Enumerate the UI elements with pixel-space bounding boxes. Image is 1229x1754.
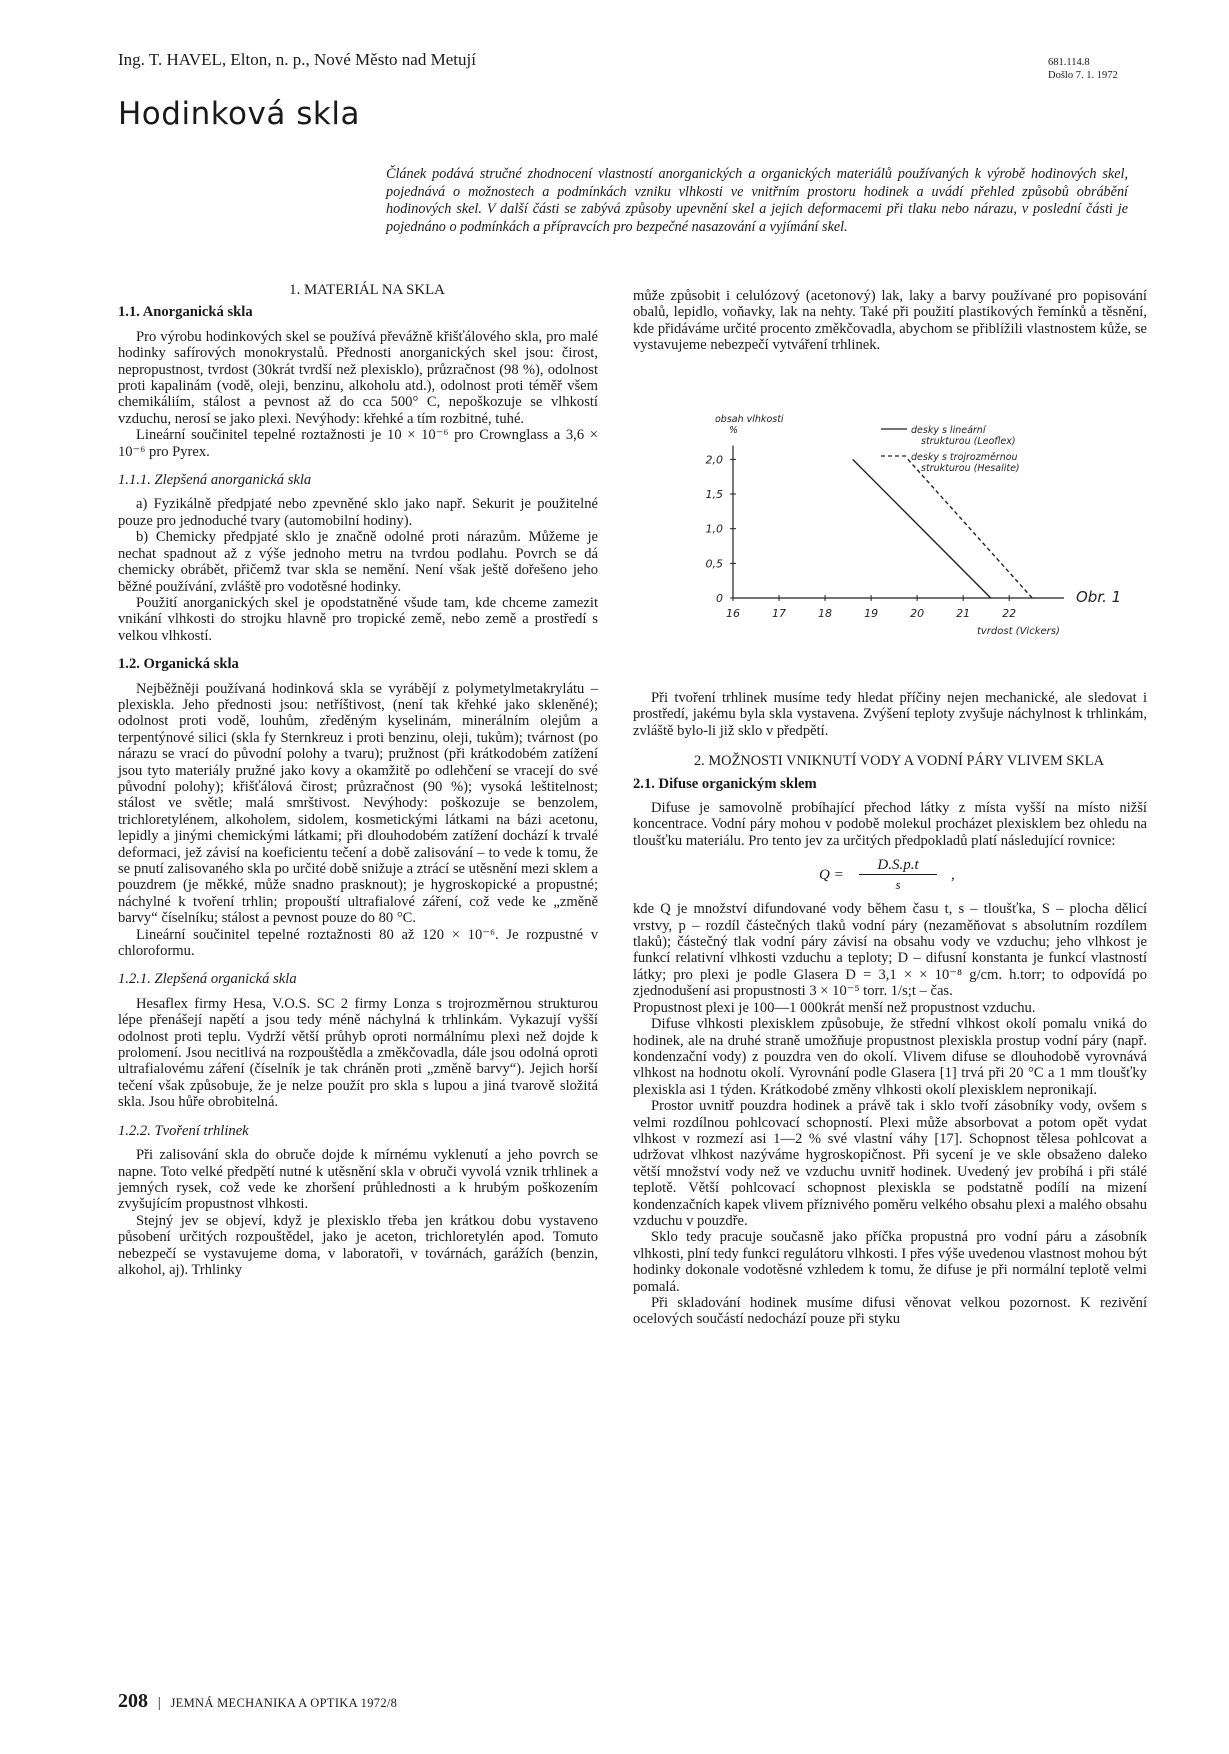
y-tick-label: 0,5 bbox=[705, 557, 723, 571]
y-tick-label: 0 bbox=[716, 592, 723, 605]
paragraph: Prostor uvnitř pouzdra hodinek a právě tak i sklo tvoří zásobníky vody, ovšem s velmi rozdílnou pohlcovací schopností. Plexi může absorbovat a potom opět vydat vlhkost v rozmezí asi 1—2 % své vlastní váhy [17]. Schopnost tělesa pohlcovat a udržovat vlhkost nazýváme hygroskopičnost. Při sycení je ve skle obsaženo daleko větší množství vody než ve vzduchu uvnitř hodinek. Uvedený jev probíhá i při stálé teplotě. Větší pohlcovací schopnost plexiskla se podstatně podílí na mizení kondenzačních kapek vlivem příznivého poměru velkého obsahu plexi a malého obsahu vzduchu v pouzdře. bbox=[633, 1098, 1147, 1229]
page-footer bbox=[118, 1690, 397, 1713]
equation-lhs: Q = bbox=[819, 867, 844, 884]
paragraph: Nejběžněji používaná hodinková skla se vyrábějí z polymetylmetakrylátu – plexiskla. Jeho přednosti jsou: netříštivost, (není tak křehké jako skleněné); odolnost proti vodě, louhům, zředěným kyselinám, minerálním olejům a terpentýnové silici (skla fy Sternkreuz i proti benzinu, oleji, tukům); tvárnost (po nárazu se vrací do původní polohy a tvaru); pružnost (při krátkodobém zatížení jsou tyto materiály pružné jako kovy a okamžitě po odlehčení se vracejí do své původní polohy); křišťálová čirost; průzračnost (90 %); vysoká leštitelnost; stálost ve světle; malá smrštivost. Nevýhody: poškozuje se benzolem, trichloretylénem, alkoholem, sidolem, kosmetickými látkami na bázi acetonu, lepidly a jinými chemickými látkami; při dlouhodobém zatížení dochází k trvalé deformaci, jež závisí na koeficientu tečení a době zalisování – to vede k tomu, že se pnutí zalisovaného skla po určité době snižuje a ztrácí se utěsnění mezi sklem a pouzdrem (je měkké, může snadno prasknout); je hygroskopické a propustné; náchylné k tvoření trhlin; propouští ultrafialové záření, což vede ke „změně barvy“ číselníku; stálost a pevnost pouze do 80 °C. bbox=[118, 680, 598, 927]
paragraph: může způsobit i celulózový (acetonový) lak, laky a barvy používané pro popisování obalů, lepidlo, voňavky, lak na nehty. Také při použití plastikových řemínků a těsnění, kde přidáváme určité procento změkčovadla, abychom se přiblížili vlastnostem kůže, se vystavujeme nebezpečí vytváření trhlinek. bbox=[633, 288, 1147, 354]
paragraph: Sklo tedy pracuje současně jako příčka propustná pro vodní páru a zásobník vlhkosti, plní tedy funkci regulátoru vlhkosti. I přes výše uvedenou vlastnost mohou být hodinky dokonale vodotěsné vzhledem k tomu, že difuse je při normální teplotě velmi pomalá. bbox=[633, 1229, 1147, 1295]
x-tick-label: 21 bbox=[956, 607, 971, 620]
paragraph: Při skladování hodinek musíme difusi věnovat velkou pozornost. K rezivění ocelových součástí nedochází pouze při styku bbox=[633, 1295, 1147, 1328]
legend-label-1b: strukturou (Leoflex) bbox=[921, 436, 1016, 447]
paragraph: Difuse vlhkosti plexisklem způsobuje, že střední vlhkost okolí pomalu vniká do hodinek, ale na druhé straně umožňuje propustnost plexiskla prostup vodní páry (např. kondenzační vody) z pouzdra ven do okolí. Vlivem difuse se dlouhodobě vyrovnává vlhkost na hodnotu okolí. Vyrovnání podle Glasera [1] trvá při 20 °C a 1 mm tloušťky plexiskla asi 1 týden. Krátkodobé změny vlhkosti okolí plexisklem nepronikají. bbox=[633, 1016, 1147, 1098]
paragraph: Stejný jev se objeví, když je plexisklo třeba jen krátkou dobu vystaveno působení určitých rozpouštědel, jako je aceton, trichloretylén apod. Tomuto nebezpečí se vystavujeme doma, v laboratoři, v továrnách, garážích (benzin, alkohol, aj). Trhlinky bbox=[118, 1212, 598, 1278]
x-tick-label: 18 bbox=[818, 607, 833, 620]
y-tick-label: 2,0 bbox=[705, 453, 723, 467]
legend-label-2a: desky s trojrozměrnou bbox=[911, 452, 1018, 463]
y-tick-label: 1,5 bbox=[705, 488, 723, 501]
y-axis-label: obsah vlhkosti bbox=[715, 414, 784, 425]
paragraph: Při zalisování skla do obruče dojde k mírnému vyklenutí a jeho povrch se napne. Toto velké předpětí nutné k utěsnění skla v obruči vyvolá vznik trhlinek a jemných rysek, což vede ke zhoršení průhlednosti a k hrubým poškozením zvyšujícím propustnost vlhkosti. bbox=[118, 1147, 598, 1213]
figure-1-chart bbox=[686, 408, 1154, 644]
section-heading: 1. MATERIÁL NA SKLA bbox=[289, 282, 445, 298]
subsection-heading: 1.2.2. Tvoření trhlinek bbox=[118, 1122, 249, 1139]
equation-numerator: D.S.p.t bbox=[859, 857, 937, 874]
paragraph: Difuse je samovolně probíhající přechod látky z místa vyšší na místo nižší koncentrace. Vodní páry mohou v podobě molekul procházet plexisklem bez ohledu na tloušťku materiálu. Pro tento jev za určitých předpokladů platí následující rovnice: bbox=[633, 800, 1147, 849]
x-tick-label: 22 bbox=[1002, 607, 1017, 620]
paragraph: Lineární součinitel tepelné roztažnosti 80 až 120 × 10⁻⁶. Je rozpustné v chloroformu. bbox=[118, 926, 598, 960]
paragraph: Propustnost plexi je 100—1 000krát menší než propustnost vzduchu. bbox=[633, 999, 1036, 1016]
subsection-heading: 1.1. Anorganická skla bbox=[118, 304, 253, 321]
footer-divider: | bbox=[157, 1695, 161, 1711]
y-axis-unit: % bbox=[729, 425, 739, 436]
page-number: 208 bbox=[118, 1690, 148, 1712]
y-tick-label: 1,0 bbox=[705, 522, 723, 536]
right-column-top bbox=[633, 288, 1147, 354]
header-meta bbox=[1048, 56, 1118, 82]
legend-label-2b: strukturou (Hesalite) bbox=[921, 463, 1020, 474]
subsection-heading: 1.2.1. Zlepšená organická skla bbox=[118, 971, 297, 988]
equation bbox=[633, 857, 1147, 891]
paragraph: Při tvoření trhlinek musíme tedy hledat příčiny nejen mechanické, ale sledovat i prostředí, jakému byla skla vystavena. Zvýšení teploty zvyšuje náchylnost k trhlinkám, zvláště bylo-li již sklo v předpětí. bbox=[633, 690, 1147, 739]
figure-caption: Obr. 1 bbox=[1076, 588, 1122, 606]
author-line: Ing. T. HAVEL, Elton, n. p., Nové Město nad Metují bbox=[118, 50, 476, 69]
udc-code: 681.114.8 bbox=[1048, 57, 1090, 68]
subsection-heading: 1.1.1. Zlepšená anorganická skla bbox=[118, 472, 312, 489]
paragraph: a) Fyzikálně předpjaté nebo zpevněné sklo jako např. Sekurit je použitelné pouze pro jednoduché tvary (automobilní hodiny). bbox=[118, 496, 598, 529]
left-column bbox=[118, 282, 598, 1278]
equation-denominator: s bbox=[895, 877, 901, 893]
legend-label-1a: desky s lineární bbox=[911, 425, 986, 436]
article-title: Hodinková skla bbox=[118, 96, 360, 132]
right-column bbox=[633, 690, 1147, 1328]
paragraph: Hesaflex firmy Hesa, V.O.S. SC 2 firmy Lonza s trojrozměrnou strukturou lépe přenášejí napětí a jsou tedy méně náchylná k trhlinkám. Vykazují vyšší odolnost proti teplu. Vydrží větší průhyb oproti normálnímu plexi než dojde k prolomení. Jsou necitlivá na rozpouštědla a změkčovadla, dále jsou odolná oproti ultrafialovému záření (číselník je tak chráněn proti „změně barvy“). Jejich horší tečení však způsobuje, že je nelze použít pro skla s lupou a jiná tvarově složitá skla. Jsou hůře obrobitelná. bbox=[118, 995, 598, 1111]
equation-comma: , bbox=[951, 867, 955, 884]
paragraph: Lineární součinitel tepelné roztažnosti je 10 × 10⁻⁶ pro Crownglass a 3,6 × 10⁻⁶ pro Pyrex. bbox=[118, 427, 598, 460]
received-date: Došlo 7. 1. 1972 bbox=[1048, 70, 1118, 81]
journal-name: JEMNÁ MECHANIKA A OPTIKA 1972/8 bbox=[170, 1696, 398, 1710]
x-axis-label: tvrdost (Vickers) bbox=[976, 626, 1060, 637]
x-tick-label: 19 bbox=[864, 607, 879, 620]
paragraph: Použití anorganických skel je opodstatněné všude tam, kde chceme zamezit vnikání vlhkosti do strojku hlavně pro tropické země, nebo země a prostředí s velkou vlhkostí. bbox=[118, 594, 598, 644]
paragraph: b) Chemicky předpjaté sklo je značně odolné proti nárazům. Můžeme je nechat spadnout až z výše jednoho metru na tvrdou podlahu. Povrch se dá chemicky obrábět, přičemž tvar skla se nemění. Není však ještě dořešeno jeho běžné používání, zvláště pro vodotěsné hodinky. bbox=[118, 529, 598, 595]
x-tick-label: 17 bbox=[772, 607, 787, 620]
section-heading: 2. MOŽNOSTI VNIKNUTÍ VODY A VODNÍ PÁRY VLIVEM SKLA bbox=[693, 753, 1104, 770]
paragraph: kde Q je množství difundované vody během času t, s – tloušťka, S – plocha dělicí vrstvy, p – rozdíl částečných tlaků vodní páry (nezaměňovat s absolutním rozdílem tlaků); částečný tlak vodní páry závisí na obsahu vody ve vzduchu; jeho vlhkost je funkcí relativní vlhkosti vzduchu a teploty; D – difusní konstanta je funkcí vlastností látky; pro plexi je podle Glasera D = 3,1 × × 10⁻⁸ g/cm. h.torr; to odpovídá po zjednodušení asi propustnosti 3 × 10⁻⁵ torr. 1/s;t – čas. bbox=[633, 901, 1147, 1000]
subsection-heading: 1.2. Organická skla bbox=[118, 656, 239, 673]
abstract: Článek podává stručné zhodnocení vlastností anorganických a organických materiálů používaných k výrobě hodinových skel, pojednává o možnostech a podmínkách vzniku vlhkosti ve vnitřním prostoru hodinek a uvádí přehled způsobů obrábění hodinových skel. V další části se zabývá způsoby upevnění skel a jejich deformacemi při tlaku nebo nárazu, v poslední části je pojednáno o podmínkách a přípravcích pro bezpečné nasazování a vyjímání skel. bbox=[386, 166, 1128, 235]
subsection-heading: 2.1. Difuse organickým sklem bbox=[633, 775, 817, 792]
paragraph: Pro výrobu hodinkových skel se používá převážně křišťálového skla, pro malé hodinky safírových monokrystalů. Přednosti anorganických skel jsou: čirost, nepropustnost, tvrdost (30krát tvrdší než plexisklo), průzračnost (98 %), odolnost proti kapalinám (vodě, oleji, benzinu, alkoholu atd.), odolnost proti téměř všem chemikáliím, stálost a pevnost až do cca 500° C, nepoškozuje se vlhkostí vzduchu, nerosí se jako plexi. Nevýhody: křehké a tím rozbitné, tuhé. bbox=[118, 328, 598, 427]
x-tick-label: 16 bbox=[726, 607, 740, 620]
x-tick-label: 20 bbox=[910, 607, 925, 620]
